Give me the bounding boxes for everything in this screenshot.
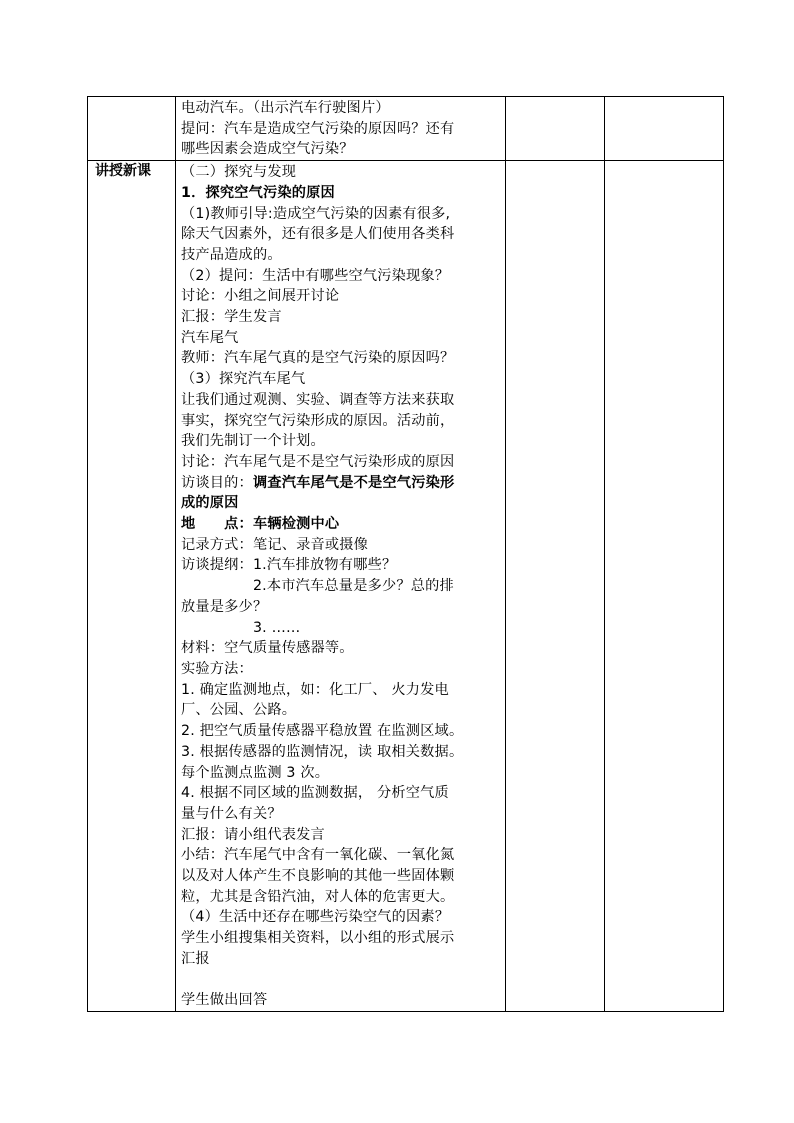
text-line: 哪些因素会造成空气污染？ — [181, 141, 354, 158]
text-line: 每个监测点监测 3 次。 — [181, 764, 330, 781]
text-line: 汽车尾气 — [181, 329, 239, 346]
student-activity-cell — [506, 161, 605, 1012]
text-line: 成的原因 — [181, 495, 239, 512]
text-line: 3. …… — [181, 619, 301, 636]
text-line: 4. 根据不同区域的监测数据， 分析空气质 — [181, 785, 449, 802]
interview-purpose-label: 访谈目的： — [181, 474, 253, 491]
text-line: 汇报：请小组代表发言 — [181, 826, 325, 843]
text-line: 电动汽车。（出示汽车行驶图片） — [181, 100, 390, 116]
table-row — [88, 161, 724, 1012]
text-line: （2）提问：生活中有哪些空气污染现象？ — [181, 267, 450, 284]
text-line: 实验方法： — [181, 660, 253, 677]
text-line: 3. 根据传感器的监测情况，读 取相关数据。 — [181, 743, 464, 760]
text-line: 学生小组搜集相关资料，以小组的形式展示 — [181, 930, 455, 947]
text-line: 厂、公园、公路。 — [181, 702, 297, 719]
text-line: 事实，探究空气污染形成的原因。活动前， — [181, 412, 455, 429]
text-line: 2.本市汽车总量是多少？总的排 — [181, 578, 454, 595]
text-line: 访谈提纲：1.汽车排放物有哪些？ — [181, 557, 397, 574]
text-line: 讨论：汽车尾气是不是空气污染形成的原因 — [181, 453, 455, 470]
student-activity-cell — [506, 97, 605, 161]
text-line: 1. 确定监测地点，如：化工厂、 火力发电 — [181, 681, 449, 698]
text-line: 量与什么有关？ — [181, 805, 282, 822]
text-line: （3）探究汽车尾气 — [181, 371, 306, 388]
text-line: 教师：汽车尾气真的是空气污染的原因吗？ — [181, 350, 455, 367]
text-line: 让我们通过观测、实验、调查等方法来获取 — [181, 391, 455, 408]
text-line: 放量是多少？ — [181, 598, 268, 615]
stage-cell-empty — [88, 97, 176, 161]
text-line: 粒，尤其是含铅汽油，对人体的危害更大。 — [181, 888, 455, 905]
section-heading: （二）探究与发现 — [181, 164, 297, 181]
text-line: 汇报 — [181, 950, 210, 967]
text-line: 以及对人体产生不良影响的其他一些固体颗 — [181, 868, 455, 885]
text-line: 我们先制订一个计划。 — [181, 433, 325, 450]
blank-line — [181, 970, 501, 991]
text-line: 材料：空气质量传感器等。 — [181, 640, 354, 657]
text-line: 小结：汽车尾气中含有一氧化碳、一氧化氮 — [181, 847, 455, 864]
design-intent-cell — [605, 161, 724, 1012]
text-line: 记录方式：笔记、录音或摄像 — [181, 536, 369, 553]
subsection-heading: 1．探究空气污染的原因 — [181, 184, 335, 201]
stage-label: 讲授新课 — [88, 161, 176, 1012]
text-line: 地 点：车辆检测中心 — [181, 516, 340, 533]
text-line: 提问：汽车是造成空气污染的原因吗？还有 — [181, 120, 455, 137]
text-line: 汇报：学生发言 — [181, 309, 282, 326]
text-line: （1)教师引导:造成空气污染的因素有很多, — [181, 205, 451, 222]
table-row — [88, 97, 724, 161]
text-line: 学生做出回答 — [181, 992, 268, 1009]
text-line: 2. 把空气质量传感器平稳放置 在监测区域。 — [181, 723, 464, 740]
interview-purpose-text: 调查汽车尾气是不是空气污染形 — [252, 474, 455, 491]
text-line — [181, 473, 501, 494]
text-line: 除天气因素外，还有很多是人们使用各类科 — [181, 226, 455, 243]
content-cell — [176, 161, 506, 1012]
text-line: 技产品造成的。 — [181, 246, 282, 263]
text-line: （4）生活中还存在哪些污染空气的因素？ — [181, 909, 450, 926]
text-line: 讨论：小组之间展开讨论 — [181, 288, 340, 305]
content-cell — [176, 97, 506, 161]
design-intent-cell — [605, 97, 724, 161]
lesson-plan-table — [87, 96, 724, 1012]
